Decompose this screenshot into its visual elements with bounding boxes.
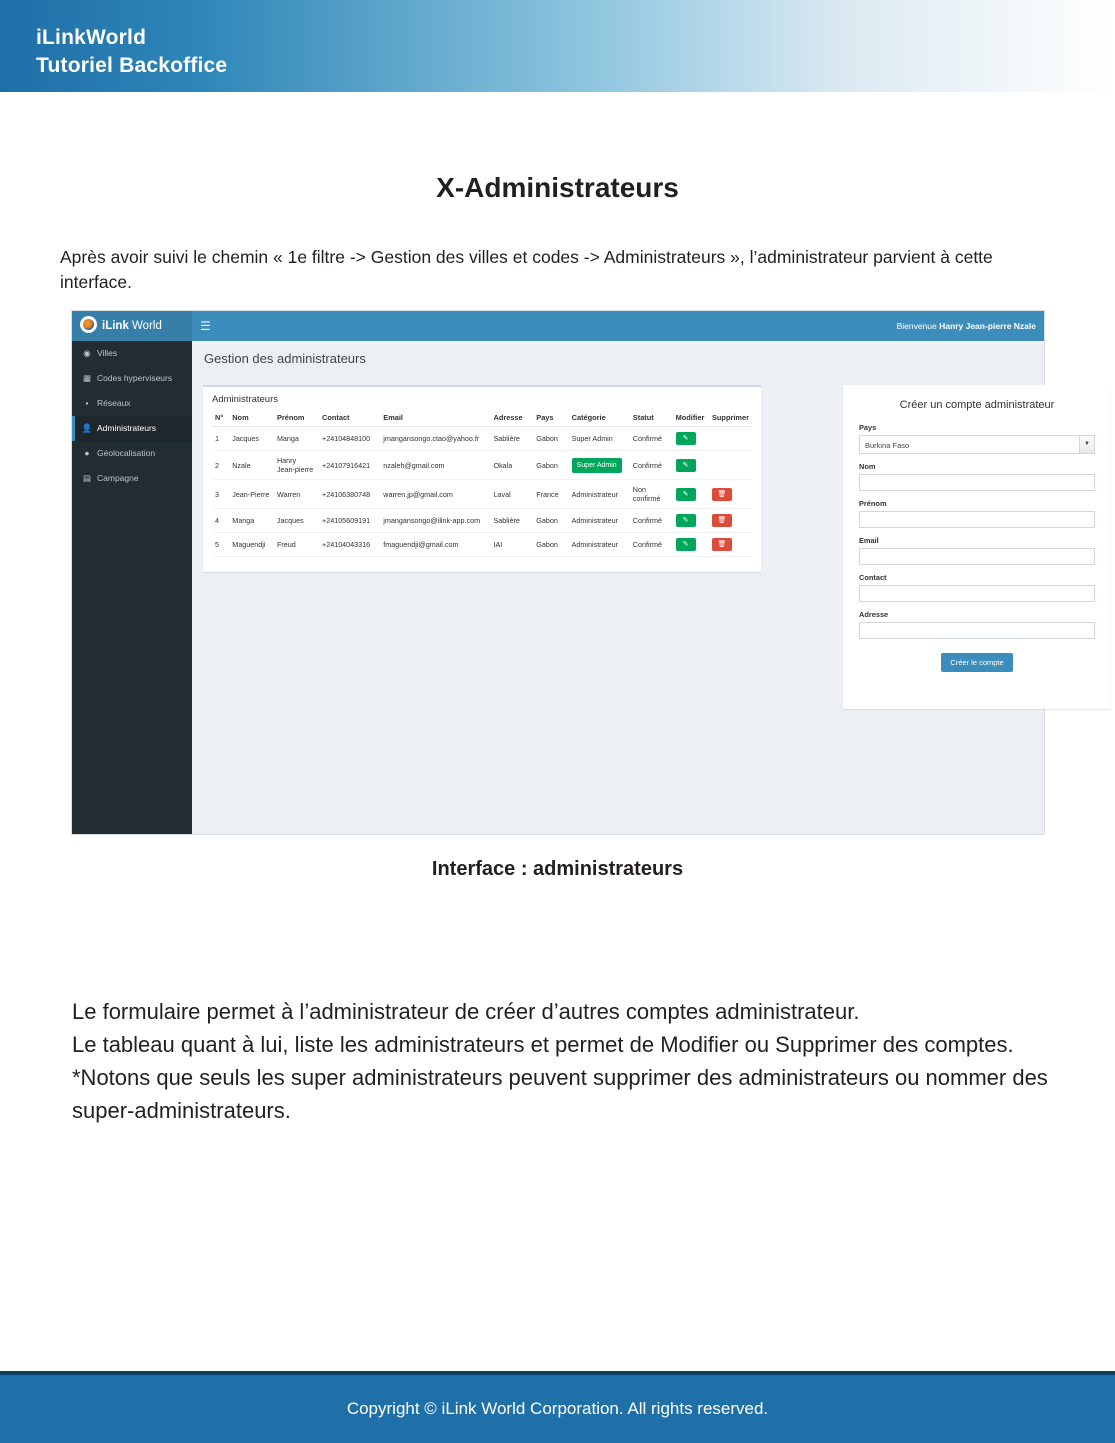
edit-icon[interactable]: ✎ — [676, 432, 696, 445]
edit-icon[interactable]: ✎ — [676, 538, 696, 551]
cell-adresse: Sablière — [490, 509, 533, 533]
header-brand-line1: iLinkWorld — [36, 26, 147, 49]
welcome-prefix: Bienvenue — [896, 321, 940, 331]
cell-categorie: Administrateur — [569, 480, 630, 509]
app-brand-light: World — [128, 320, 162, 332]
ilink-logo-icon — [80, 316, 97, 333]
app-content — [192, 341, 1090, 834]
edit-icon[interactable]: ✎ — [676, 459, 696, 472]
cell-supprimer — [709, 427, 752, 451]
cell-num: 3 — [212, 480, 229, 509]
cell-adresse: Laval — [490, 480, 533, 509]
cell-categorie: Administrateur — [569, 509, 630, 533]
table-row — [212, 509, 752, 533]
cell-contact: +24105609191 — [319, 509, 380, 533]
app-logo[interactable] — [72, 311, 192, 341]
cell-supprimer — [709, 509, 752, 533]
status-badge: Super Admin — [572, 458, 622, 473]
body-paragraph-3: *Notons que seuls les super administrateurs peuvent supprimer des administrateurs ou nommer des super-administrateurs. — [72, 1065, 1048, 1123]
label-nom: Nom — [859, 462, 876, 471]
cell-supprimer — [709, 480, 752, 509]
cell-statut: Confirmé — [630, 451, 673, 480]
welcome-text — [897, 311, 1036, 341]
label-contact: Contact — [859, 573, 887, 582]
table-header-row — [212, 409, 752, 427]
cell-num: 5 — [212, 533, 229, 557]
form-group-pays — [859, 423, 1095, 454]
footer-copyright: Copyright © iLink World Corporation. All rights reserved. — [346, 1399, 769, 1418]
sidebar-label-geolocalisation: Géolocalisation — [97, 448, 156, 458]
sidebar-label-villes: Villes — [97, 348, 118, 358]
form-group-contact — [859, 573, 1095, 602]
cell-pays: Gabon — [533, 427, 568, 451]
sidebar-item-geolocalisation[interactable] — [72, 441, 192, 466]
cell-contact: +24104848100 — [319, 427, 380, 451]
cell-supprimer — [709, 451, 752, 480]
cell-prenom: Hanry Jean-pierre — [274, 451, 319, 480]
cell-num: 4 — [212, 509, 229, 533]
trash-icon[interactable]: 🗑 — [712, 538, 732, 551]
cell-email: fmaguendji@gmail.com — [380, 533, 490, 557]
pays-select[interactable] — [859, 435, 1095, 454]
contact-input[interactable] — [859, 585, 1095, 602]
cell-categorie: Super Admin — [569, 427, 630, 451]
app-sidebar — [72, 341, 192, 834]
pays-select-value: Burkina Faso — [865, 441, 910, 450]
col-adresse: Adresse — [490, 409, 533, 427]
cell-num: 2 — [212, 451, 229, 480]
cell-adresse: IAI — [490, 533, 533, 557]
app-brand-bold: iLink — [102, 320, 129, 332]
col-prenom: Prénom — [274, 409, 319, 427]
sidebar-label-administrateurs: Administrateurs — [97, 423, 157, 433]
page-title: X-Administrateurs — [436, 172, 679, 203]
body-paragraph-1: Le formulaire permet à l’administrateur de créer d’autres comptes administrateur. — [72, 999, 860, 1024]
form-group-nom — [859, 462, 1095, 491]
table-row — [212, 480, 752, 509]
label-email: Email — [859, 536, 879, 545]
sidebar-label-reseaux: Réseaux — [97, 398, 131, 408]
label-adresse: Adresse — [859, 610, 889, 619]
edit-icon[interactable]: ✎ — [676, 514, 696, 527]
nom-input[interactable] — [859, 474, 1095, 491]
col-statut: Statut — [630, 409, 673, 427]
cell-email: nzaleh@gmail.com — [380, 451, 490, 480]
page-header — [0, 0, 1115, 92]
user-icon: 👤 — [81, 423, 93, 433]
col-modifier: Modifier — [673, 409, 709, 427]
table-row — [212, 451, 752, 480]
app-screenshot — [71, 310, 1090, 835]
cell-modifier — [673, 509, 709, 533]
chevron-down-icon: ▼ — [1079, 436, 1094, 453]
cell-modifier — [673, 451, 709, 480]
cell-adresse: Sablière — [490, 427, 533, 451]
cell-nom: Nzale — [229, 451, 274, 480]
map-pin-icon: ● — [84, 448, 90, 458]
cell-categorie: Administrateur — [569, 533, 630, 557]
body-text — [72, 995, 1052, 1127]
cell-pays: Gabon — [533, 533, 568, 557]
hamburger-icon[interactable]: ☰ — [200, 319, 211, 333]
sidebar-item-campagne[interactable] — [72, 466, 192, 491]
sidebar-item-reseaux[interactable] — [72, 391, 192, 416]
cell-statut: Confirmé — [630, 427, 673, 451]
cell-prenom: Jacques — [274, 509, 319, 533]
col-nom: Nom — [229, 409, 274, 427]
app-topbar — [72, 311, 1044, 341]
admins-table-panel-title: Administrateurs — [212, 394, 278, 405]
chart-icon: ▪ — [85, 398, 89, 408]
label-pays: Pays — [859, 423, 877, 432]
cell-categorie — [569, 451, 630, 480]
building-icon: ▦ — [82, 373, 92, 383]
cell-email: jmangansongo@ilink-app.com — [380, 509, 490, 533]
trash-icon[interactable]: 🗑 — [712, 514, 732, 527]
cell-contact: +24106380748 — [319, 480, 380, 509]
sidebar-item-villes[interactable] — [72, 341, 192, 366]
cell-contact: +24107916421 — [319, 451, 380, 480]
form-group-prenom — [859, 499, 1095, 528]
create-admin-form-panel — [843, 385, 1111, 709]
header-brand-line2: Tutoriel Backoffice — [36, 54, 228, 77]
table-row — [212, 427, 752, 451]
adresse-input[interactable] — [859, 622, 1095, 639]
header-brand — [36, 24, 227, 80]
col-supprimer: Supprimer — [709, 409, 752, 427]
cell-adresse: Okala — [490, 451, 533, 480]
form-group-email — [859, 536, 1095, 565]
form-group-adresse — [859, 610, 1095, 639]
cell-statut: Confirmé — [630, 533, 673, 557]
email-input[interactable] — [859, 548, 1095, 565]
cell-email: jmangansongo.ctao@yahoo.fr — [380, 427, 490, 451]
cell-statut: Confirmé — [630, 509, 673, 533]
cell-pays: France — [533, 480, 568, 509]
cell-modifier — [673, 427, 709, 451]
create-account-button[interactable]: Créer le compte — [941, 653, 1012, 672]
cell-email: warren.jp@gmail.com — [380, 480, 490, 509]
welcome-user: Hanry Jean-pierre Nzale — [939, 321, 1036, 331]
prenom-input[interactable] — [859, 511, 1095, 528]
cell-statut: Non confirmé — [630, 480, 673, 509]
form-title: Créer un compte administrateur — [899, 399, 1055, 411]
sidebar-item-administrateurs[interactable] — [72, 416, 192, 441]
admins-table — [212, 409, 752, 557]
cell-nom: Jean-Pierre — [229, 480, 274, 509]
cell-contact: +24104043316 — [319, 533, 380, 557]
cell-nom: Jacques — [229, 427, 274, 451]
cell-modifier — [673, 480, 709, 509]
body-paragraph-2: Le tableau quant à lui, liste les administrateurs et permet de Modifier ou Supprimer des comptes. — [72, 1032, 1014, 1057]
col-email: Email — [380, 409, 490, 427]
admins-table-panel — [203, 385, 761, 572]
col-num: N° — [212, 409, 229, 427]
label-prenom: Prénom — [859, 499, 887, 508]
trash-icon[interactable]: 🗑 — [712, 488, 732, 501]
intro-paragraph: Après avoir suivi le chemin « 1e filtre -> Gestion des villes et codes -> Administrateurs », l’administrateur parvient à cette interface. — [60, 247, 993, 292]
edit-icon[interactable]: ✎ — [676, 488, 696, 501]
cell-prenom: Manga — [274, 427, 319, 451]
sidebar-label-campagne: Campagne — [97, 473, 139, 483]
cell-nom: Manga — [229, 509, 274, 533]
col-contact: Contact — [319, 409, 380, 427]
sidebar-label-codes: Codes hyperviseurs — [97, 373, 173, 383]
col-pays: Pays — [533, 409, 568, 427]
cell-nom: Maguendji — [229, 533, 274, 557]
sidebar-item-codes-hyperviseurs[interactable] — [72, 366, 192, 391]
cell-modifier — [673, 533, 709, 557]
cell-pays: Gabon — [533, 451, 568, 480]
table-row — [212, 533, 752, 557]
cell-num: 1 — [212, 427, 229, 451]
list-icon: ▤ — [82, 473, 92, 483]
page-footer — [0, 1371, 1115, 1443]
content-page-title: Gestion des administrateurs — [204, 351, 366, 366]
globe-icon: ◉ — [83, 348, 91, 358]
cell-prenom: Warren — [274, 480, 319, 509]
cell-prenom: Freud — [274, 533, 319, 557]
cell-supprimer — [709, 533, 752, 557]
col-categorie: Catégorie — [569, 409, 630, 427]
figure-caption: Interface : administrateurs — [431, 858, 684, 880]
cell-pays: Gabon — [533, 509, 568, 533]
